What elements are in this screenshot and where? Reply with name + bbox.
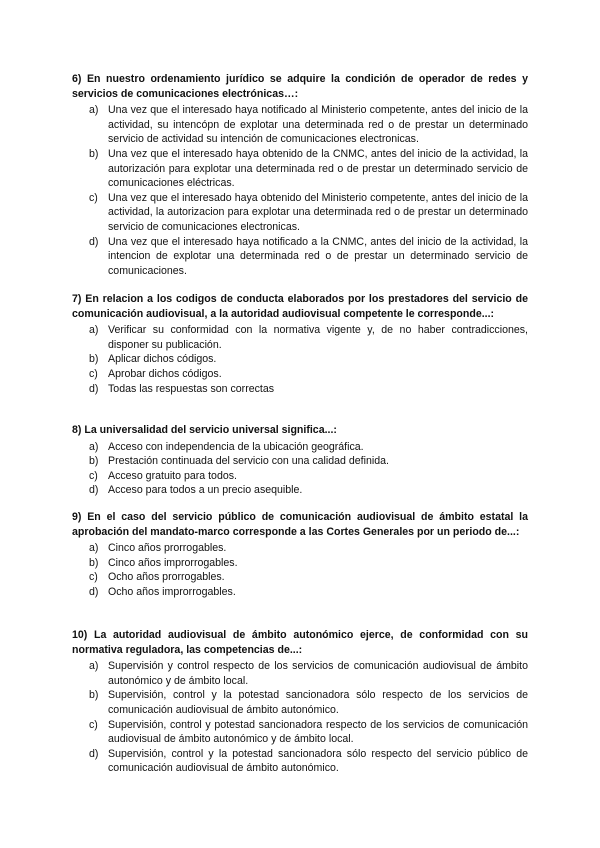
option-text: Acceso con independencia de la ubicación geográfica. (108, 440, 364, 453)
option-marker: a) (89, 660, 99, 673)
option-text: Ocho años improrrogables. (108, 585, 236, 598)
option-marker: d) (89, 585, 99, 598)
option-marker: a) (89, 440, 99, 453)
question-8 (72, 423, 528, 498)
option-text: Supervisión, control y potestad sancionadora respecto de los servicios de comunicación audiovisual de ámbito autonómico y de ámbito local. (108, 718, 528, 746)
option-text: Una vez que el interesado haya notificado al Ministerio competente, antes del inicio de la actividad, su intencópn de explotar una determinada red o de prestar un determinado servicio de actividad su intención de comunicaciones electronicas. (108, 104, 528, 146)
option-marker: c) (89, 718, 98, 731)
question-9 (72, 510, 528, 600)
option-marker: d) (89, 235, 99, 248)
answer-option (72, 688, 528, 717)
question-title: 7) En relacion a los codigos de conducta elaborados por los prestadores del servicio de comunicación audiovisual, a la autoridad audiovisual competente le corresponde...: (72, 293, 528, 320)
option-marker: c) (89, 571, 98, 584)
option-text: Una vez que el interesado haya obtenido del Ministerio competente, antes del inicio de la actividad, la autorizacion para explotar una determinada red o de prestar un determinado servicio de comunicaciones electronicas. (108, 191, 528, 233)
question-title: 9) En el caso del servicio público de comunicación audiovisual de ámbito estatal la aprobación del mandato-marco corresponde a las Cortes Generales por un periodo de...: (72, 511, 528, 538)
option-text: Cinco años improrrogables. (108, 556, 238, 569)
answer-list (72, 659, 528, 776)
answer-option (72, 147, 528, 191)
option-marker: a) (89, 104, 99, 117)
answer-list (72, 103, 528, 278)
answer-option (72, 191, 528, 235)
answer-option (72, 440, 528, 455)
option-marker: c) (89, 367, 98, 380)
answer-option (72, 659, 528, 688)
answer-option (72, 454, 528, 469)
option-marker: b) (89, 689, 99, 702)
option-marker: d) (89, 747, 99, 760)
answer-option (72, 483, 528, 498)
answer-option (72, 718, 528, 747)
option-marker: a) (89, 324, 99, 337)
answer-option (72, 585, 528, 600)
option-text: Acceso para todos a un precio asequible. (108, 484, 303, 497)
option-marker: d) (89, 484, 99, 497)
answer-option (72, 323, 528, 352)
option-text: Aprobar dichos códigos. (108, 367, 222, 380)
option-text: Aplicar dichos códigos. (108, 353, 217, 366)
answer-list (72, 541, 528, 599)
question-title: 10) La autoridad audiovisual de ámbito autonómico ejerce, de conformidad con su normativa reguladora, las competencias de...: (72, 629, 528, 656)
answer-option (72, 541, 528, 556)
answer-option (72, 556, 528, 571)
question-title: 8) La universalidad del servicio universal significa...: (72, 424, 337, 436)
answer-list (72, 440, 528, 498)
option-text: Supervisión y control respecto de los servicios de comunicación audiovisual de ámbito autonómico y de ámbito local. (108, 660, 528, 687)
question-6 (72, 72, 528, 278)
answer-option (72, 747, 528, 776)
option-marker: b) (89, 353, 99, 366)
option-marker: c) (89, 191, 98, 204)
option-marker: a) (89, 542, 99, 555)
question-title: 6) En nuestro ordenamiento jurídico se adquire la condición de operador de redes y servicios de comunicaciones electrónicas…: (72, 73, 528, 100)
option-text: Verificar su conformidad con la normativa vigente y, de no haber contradicciones, disponer su publicación. (108, 324, 528, 351)
option-text: Supervisión, control y la potestad sancionadora sólo respecto del servicio público de comunicación audiovisual de ámbito autonómico. (108, 747, 528, 775)
answer-option (72, 235, 528, 279)
answer-list (72, 323, 528, 396)
question-10 (72, 628, 528, 776)
option-text: Supervisión, control y la potestad sancionadora sólo respecto de los servicios de comunicación audiovisual de ámbito autonómico. (108, 689, 528, 716)
option-text: Prestación continuada del servicio con una calidad definida. (108, 455, 389, 468)
option-marker: b) (89, 147, 99, 160)
answer-option (72, 367, 528, 382)
option-text: Una vez que el interesado haya obtenido de la CNMC, antes del inicio de la actividad, la autorización para explotar una determinada red o de prestar un determinado servicio de comunicaciones eléctricas. (108, 147, 528, 190)
option-marker: b) (89, 455, 99, 468)
answer-option (72, 469, 528, 484)
answer-option (72, 103, 528, 147)
answer-option (72, 352, 528, 367)
option-marker: b) (89, 556, 99, 569)
option-text: Una vez que el interesado haya notificado a la CNMC, antes del inicio de la actividad, la intencion de explotar una determinada red o de prestar un determinado servicio de comunicaciones. (108, 235, 528, 277)
answer-option (72, 382, 528, 397)
option-marker: c) (89, 469, 98, 482)
option-text: Todas las respuestas son correctas (108, 382, 275, 395)
question-7 (72, 292, 528, 396)
option-text: Cinco años prorrogables. (108, 542, 227, 555)
option-text: Ocho años prorrogables. (108, 571, 225, 584)
answer-option (72, 570, 528, 585)
option-marker: d) (89, 382, 99, 395)
option-text: Acceso gratuito para todos. (108, 469, 237, 482)
